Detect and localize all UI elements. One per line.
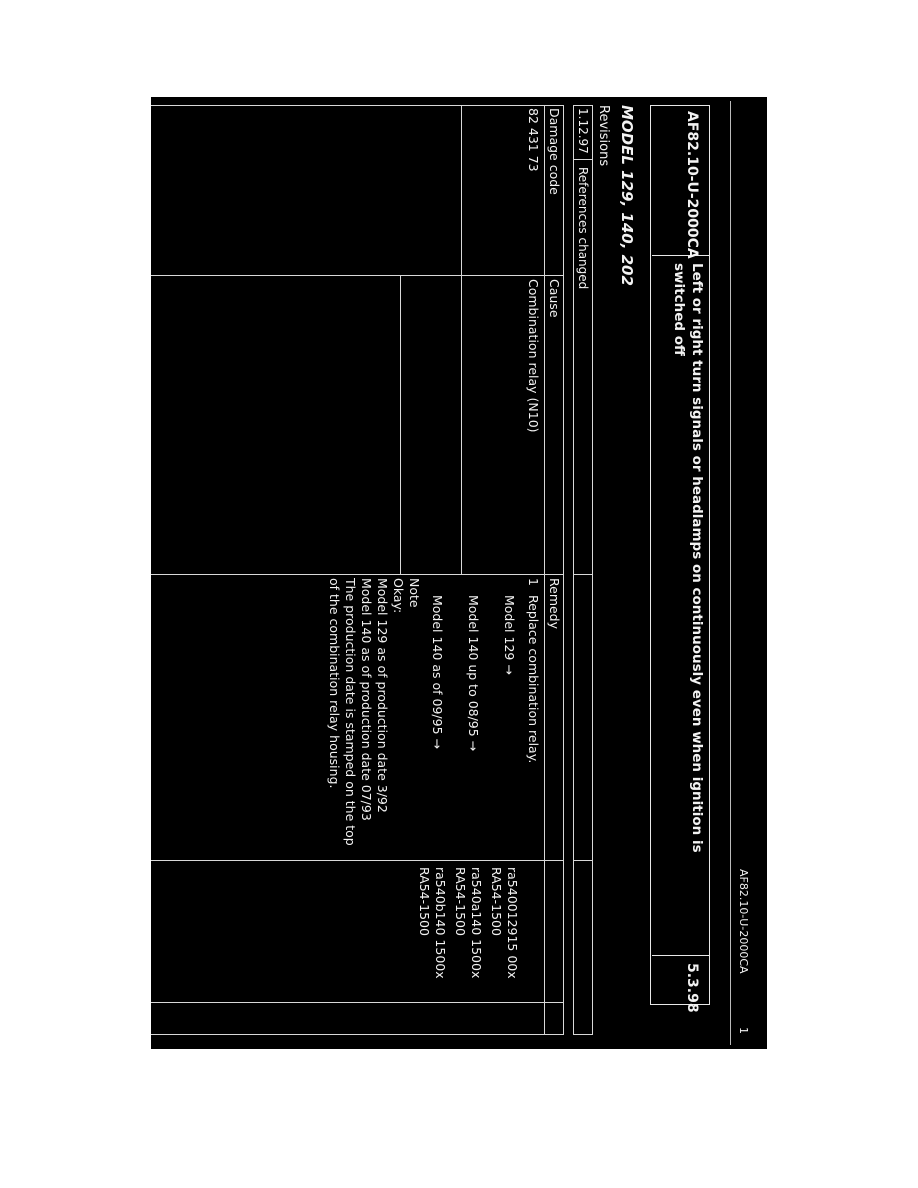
col-header-cause: Cause xyxy=(547,279,562,318)
page-number: 1 xyxy=(737,1027,750,1034)
title-line-2: switched off xyxy=(671,263,687,356)
remedy-ref-140-upto: ra540a140 1500x xyxy=(469,867,484,979)
doc-date: 5.3.98 xyxy=(684,963,700,1013)
revisions-divider-3 xyxy=(574,860,592,861)
damage-row-rule xyxy=(461,105,462,275)
title-divider-left xyxy=(652,255,709,256)
header-rule xyxy=(730,101,731,1045)
running-header-code: AF82.10-U-2000CA xyxy=(737,869,750,974)
revision-date: 1.12.97 xyxy=(576,108,590,154)
cause-text: Combination relay (N10) xyxy=(526,279,541,433)
col-divider-3 xyxy=(151,860,563,861)
remedy-action: Replace combination relay. xyxy=(526,595,541,764)
damage-code: 82 431 73 xyxy=(526,108,541,172)
revisions-divider-2 xyxy=(574,574,592,575)
remedy-model-140-upto: Model 140 up to 08/95 → xyxy=(466,595,481,752)
col-header-remedy: Remedy xyxy=(547,578,562,630)
col-divider-4 xyxy=(151,1002,563,1003)
note-line-140: Model 140 as of production date 07/93 xyxy=(359,578,374,821)
model-heading: MODEL 129, 140, 202 xyxy=(618,105,636,286)
cause-row-rule xyxy=(461,275,462,574)
col-header-damage-code: Damage code xyxy=(547,108,562,195)
revision-text: References changed xyxy=(576,167,590,290)
remedy-number: 1 xyxy=(526,578,541,586)
col-divider-2 xyxy=(151,574,563,575)
title-divider-right xyxy=(652,955,709,956)
note-line-129: Model 129 as of production date 3/92 xyxy=(375,578,390,813)
note-line-okay: Okay: xyxy=(391,578,406,614)
col-divider-1 xyxy=(151,275,563,276)
remedy-ra-129: RA54-1500 xyxy=(489,867,504,936)
remedy-ra-140-asof: RA54-1500 xyxy=(417,867,432,936)
note-heading: Note xyxy=(407,578,422,608)
title-line-1: Left or right turn signals or headlamps on continuously even when ignition is xyxy=(689,263,705,853)
revisions-divider-1 xyxy=(574,159,592,160)
remedy-ref-129: ra540012915 00x xyxy=(505,867,520,979)
revisions-heading: Revisions xyxy=(596,105,611,167)
table-header-rule xyxy=(544,105,545,1034)
remedy-model-129: Model 129 → xyxy=(502,595,517,675)
cause-row-rule-2 xyxy=(400,275,401,574)
doc-code: AF82.10-U-2000CA xyxy=(684,111,700,259)
remedy-ref-140-asof: ra540b140 1500x xyxy=(433,867,448,979)
note-line-stamp: The production date is stamped on the top xyxy=(343,578,358,846)
scanned-page xyxy=(151,97,767,1049)
note-line-housing: of the combination relay housing. xyxy=(327,578,342,789)
remedy-model-140-asof: Model 140 as of 09/95 → xyxy=(430,595,445,749)
rotated-document xyxy=(151,97,767,1049)
remedy-ra-140-upto: RA54-1500 xyxy=(453,867,468,936)
